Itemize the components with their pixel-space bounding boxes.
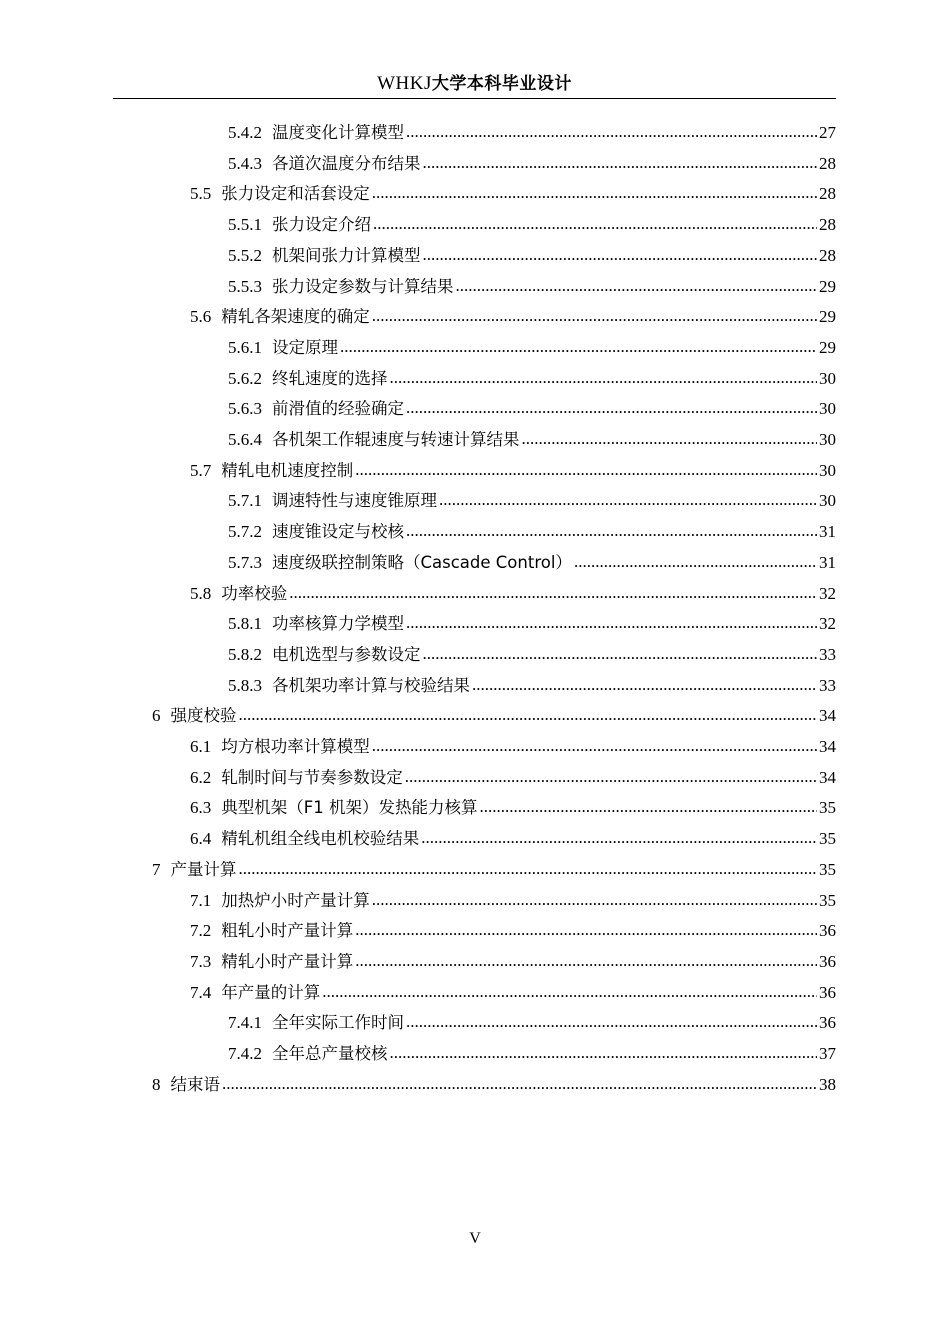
toc-entry-number: 6.1 [190,737,212,756]
toc-entry-page: 35 [819,890,836,910]
toc-entry[interactable] [228,206,836,236]
toc-entry-page: 30 [819,399,836,419]
toc-entry-title: 各道次温度分布结果 [272,153,421,173]
toc-entry[interactable] [190,974,836,1004]
toc-entry-number: 6.4 [190,829,212,849]
toc-dot-leader [372,182,817,204]
toc-entry-title: 全年总产量校核 [272,1044,388,1063]
toc-entry-page: 28 [819,184,836,204]
header-title [377,73,572,94]
toc-entry-page: 37 [819,1044,836,1063]
toc-entry-title: 调速特性与速度锥原理 [272,491,437,511]
toc-entry-title: 加热炉小时产量计算 [221,890,370,910]
toc-entry-page: 29 [819,307,836,327]
toc-dot-leader [405,766,817,788]
toc-entry[interactable] [228,544,836,574]
toc-dot-leader [372,889,817,911]
toc-entry-title: 强度校验 [170,706,237,726]
toc-dot-leader [372,735,817,757]
toc-dot-leader [289,582,817,604]
toc-entry-number: 7.4 [190,982,212,1002]
toc-entry-page: 34 [819,737,836,756]
toc-entry-page: 31 [819,552,836,572]
page-header [113,70,836,99]
toc-entry[interactable] [228,268,836,298]
toc-dot-leader [406,612,817,634]
toc-entry-number: 5.8.3 [228,675,262,695]
toc-dot-leader [479,796,817,818]
toc-entry-page: 30 [819,430,836,449]
toc-entry-title: 结束语 [170,1074,220,1094]
toc-entry[interactable] [228,636,836,666]
toc-entry-title: 终轧速度的选择 [272,368,388,388]
toc-entry-title: 张力设定介绍 [272,215,371,235]
toc-dot-leader [456,275,818,297]
toc-entry-number: 7.1 [190,890,212,910]
toc-dot-leader [372,305,817,327]
toc-dot-leader [406,1011,817,1033]
toc-entry-number: 8 [152,1074,161,1094]
toc-entry-page: 36 [819,951,836,971]
toc-dot-leader [322,981,817,1003]
toc-dot-leader [373,213,817,235]
toc-dot-leader [406,520,817,542]
toc-entry[interactable] [190,298,836,328]
toc-entry-number: 5.5 [190,184,212,204]
toc-entry-page: 29 [819,337,836,357]
toc-entry-title: 功率校验 [221,583,288,603]
toc-entry-page: 35 [819,829,836,849]
toc-entry[interactable] [190,575,836,605]
toc-entry-number: 5.5.1 [228,215,262,235]
toc-entry-number: 6.2 [190,767,212,787]
toc-dot-leader [355,919,817,941]
toc-entry-number: 5.7.2 [228,522,262,542]
toc-entry[interactable] [228,360,836,390]
toc-entry-number: 7.3 [190,951,212,971]
toc-entry-title: 年产量的计算 [221,982,321,1002]
toc-entry[interactable] [190,789,836,819]
page-number: V [469,1230,481,1247]
toc-entry-page: 38 [819,1074,836,1094]
toc-entry-page: 35 [819,798,836,818]
toc-entry-number: 7.4.2 [228,1044,262,1063]
toc-entry-title: 张力设定参数与计算结果 [272,276,454,296]
toc-entry[interactable] [228,605,836,635]
toc-entry-page: 36 [819,982,836,1002]
toc-entry-page: 34 [819,706,836,726]
toc-entry-title: 设定原理 [272,337,338,357]
toc-dot-leader [406,397,817,419]
toc-dot-leader [439,489,817,511]
toc-entry-page: 35 [819,859,836,879]
toc-entry-title: 粗轧小时产量计算 [221,921,354,941]
toc-entry-page: 32 [819,614,836,634]
toc-entry-title: 产量计算 [170,859,237,879]
toc-entry-page: 30 [819,460,836,480]
toc-entry-page: 34 [819,767,836,787]
toc-entry[interactable] [190,728,836,758]
toc-entry[interactable] [228,237,836,267]
toc-entry-page: 31 [819,522,836,542]
toc-entry-page: 28 [819,153,836,173]
toc-entry-title: 速度级联控制策略（Cascade Control） [272,552,572,572]
toc-entry-page: 36 [819,921,836,941]
toc-dot-leader [423,152,818,174]
toc-entry-title: 精轧机组全线电机校验结果 [221,829,420,849]
toc-entry-number: 5.4.3 [228,153,262,173]
toc-entry-title: 电机选型与参数设定 [272,644,421,664]
toc-entry[interactable] [190,820,836,850]
toc-entry[interactable] [228,513,836,543]
toc-entry[interactable] [228,482,836,512]
toc-dot-leader [390,367,818,389]
header-university-title: 大学本科毕业设计 [431,74,572,94]
toc-entry-title: 典型机架（F1 机架）发热能力核算 [221,798,478,818]
toc-dot-leader [239,704,818,726]
toc-entry-page: 29 [819,276,836,296]
toc-entry-title: 精轧小时产量计算 [221,951,354,971]
toc-entry-number: 6 [152,706,161,726]
toc-entry[interactable] [190,912,836,942]
toc-entry[interactable] [228,145,836,175]
toc-entry-page: 30 [819,368,836,388]
toc-entry-number: 7.2 [190,921,212,941]
toc-entry-page: 32 [819,583,836,603]
toc-dot-leader [423,244,818,266]
toc-entry-number: 5.8.1 [228,614,262,634]
toc-dot-leader [421,827,817,849]
toc-entry[interactable] [228,667,836,697]
toc-entry[interactable] [190,175,836,205]
toc-entry-title: 均方根功率计算模型 [221,737,370,756]
toc-dot-leader [574,551,817,573]
toc-entry-title: 精轧电机速度控制 [221,460,354,480]
toc-entry-number: 7.4.1 [228,1013,262,1033]
toc-entry-number: 5.8.2 [228,644,262,664]
toc-entry[interactable] [190,943,836,973]
toc-entry-number: 5.6 [190,307,212,327]
header-prefix: WHKJ [377,73,432,94]
toc-entry-title: 前滑值的经验确定 [272,399,404,419]
toc-entry-page: 28 [819,245,836,265]
toc-entry-page: 36 [819,1013,836,1033]
toc-entry[interactable] [190,452,836,482]
toc-dot-leader [390,1042,818,1064]
toc-entry[interactable] [190,882,836,912]
toc-entry-page: 27 [819,123,836,142]
toc-entry-title: 机架间张力计算模型 [272,245,421,265]
toc-entry-page: 28 [819,215,836,235]
toc-entry-number: 5.5.3 [228,276,262,296]
toc-entry-number: 6.3 [190,798,212,818]
toc-entry-number: 5.8 [190,583,212,603]
toc-entry-number: 5.6.4 [228,430,262,449]
toc-entry-number: 5.4.2 [228,123,262,142]
toc-entry[interactable] [228,1004,836,1034]
toc-entry[interactable] [228,1035,836,1065]
toc-dot-leader [222,1073,817,1095]
toc-entry-title: 张力设定和活套设定 [221,184,370,204]
toc-entry-number: 5.7 [190,460,212,480]
toc-entry-page: 30 [819,491,836,511]
toc-entry[interactable] [190,759,836,789]
toc-entry-number: 5.7.1 [228,491,262,511]
toc-entry-page: 33 [819,675,836,695]
toc-dot-leader [423,643,818,665]
toc-entry[interactable] [152,1066,836,1096]
toc-dot-leader [522,428,818,450]
toc-entry-title: 功率核算力学模型 [272,614,404,634]
toc-dot-leader [355,950,817,972]
toc-entry-number: 5.6.3 [228,399,262,419]
toc-entry-title: 全年实际工作时间 [272,1013,404,1033]
toc-entry[interactable] [228,114,836,144]
toc-entry-title: 精轧各架速度的确定 [221,307,370,327]
toc-entry[interactable] [152,851,836,881]
toc-entry-title: 各机架工作辊速度与转速计算结果 [272,430,520,449]
toc-entry-number: 5.5.2 [228,245,262,265]
toc-entry[interactable] [228,329,836,359]
toc-entry[interactable] [152,697,836,727]
toc-entry-title: 各机架功率计算与校验结果 [272,675,470,695]
toc-dot-leader [406,121,817,143]
toc-entry-number: 5.6.2 [228,368,262,388]
toc-entry-title: 速度锥设定与校核 [272,522,404,542]
toc-entry-number: 5.7.3 [228,552,262,572]
toc-dot-leader [239,858,818,880]
toc-entry[interactable] [228,421,836,451]
toc-entry-page: 33 [819,644,836,664]
toc-entry-number: 5.6.1 [228,337,262,357]
toc-entry[interactable] [228,390,836,420]
toc-dot-leader [355,459,817,481]
toc-entry-title: 轧制时间与节奏参数设定 [221,767,403,787]
toc-dot-leader [340,336,817,358]
toc-entry-title: 温度变化计算模型 [272,123,404,142]
toc-entry-number: 7 [152,859,161,879]
toc-dot-leader [472,674,817,696]
